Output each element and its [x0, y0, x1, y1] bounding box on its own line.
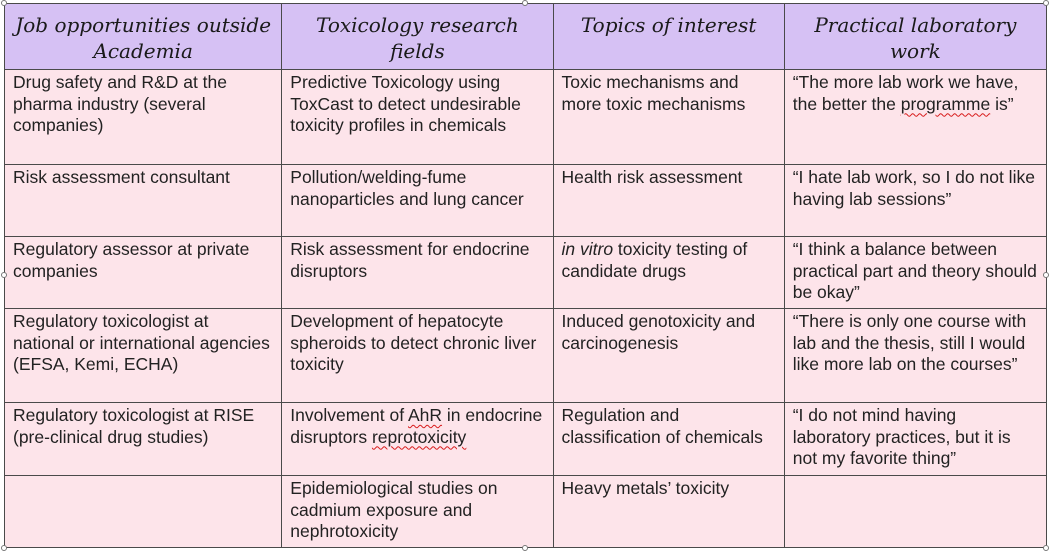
misspelled-word[interactable]: reprotoxicity: [371, 426, 467, 447]
resize-handle-middle-left[interactable]: [1, 272, 7, 278]
header-job-opportunities: Job opportunities outside Academia: [5, 4, 282, 70]
cell-lab: [784, 70, 1046, 165]
topic-italic-term: in vitro: [561, 239, 614, 259]
cell-field: Development of hepatocyte spheroids to detect chronic liver toxicity: [282, 309, 553, 403]
table-row: [5, 165, 1047, 237]
cell-topic: [553, 237, 784, 309]
table-row: [5, 237, 1047, 309]
cell-topic: Induced genotoxicity and carcinogenesis: [553, 309, 784, 403]
cell-lab: “I hate lab work, so I do not like having lab sessions”: [784, 165, 1046, 237]
cell-topic: Health risk assessment: [553, 165, 784, 237]
cell-lab: “I do not mind having laboratory practices, but it is not my favorite thing”: [784, 403, 1046, 476]
cell-lab: “There is only one course with lab and the thesis, still I would like more lab on the courses”: [784, 309, 1046, 403]
resize-handle-top-middle[interactable]: [522, 0, 528, 6]
topic-text: toxicity testing of candidate drugs: [561, 239, 748, 281]
table-row: [5, 309, 1047, 403]
misspelled-word[interactable]: AhR: [407, 405, 443, 425]
table-row: [5, 70, 1047, 165]
field-text-start: Involvement of: [290, 405, 408, 425]
cell-field: Pollution/welding-fume nanoparticles and lung cancer: [282, 165, 553, 237]
resize-handle-top-left[interactable]: [1, 0, 7, 6]
cell-lab: [784, 476, 1046, 548]
cell-job: [5, 476, 282, 548]
header-lab-work: Practical laboratory work: [784, 4, 1046, 70]
cell-field: Risk assessment for endocrine disruptors: [282, 237, 553, 309]
cell-field: [282, 403, 553, 476]
cell-field: Epidemiological studies on cadmium exposure and nephrotoxicity: [282, 476, 553, 548]
cell-topic: Regulation and classification of chemicals: [553, 403, 784, 476]
resize-handle-bottom-left[interactable]: [1, 545, 7, 551]
header-row: [5, 4, 1047, 70]
header-research-fields: Toxicology research fields: [282, 4, 553, 70]
misspelled-word[interactable]: programme: [900, 93, 991, 114]
table-row: [5, 476, 1047, 548]
resize-handle-middle-right[interactable]: [1043, 272, 1049, 278]
lab-text-end: is”: [990, 93, 1014, 114]
survey-table: [4, 3, 1047, 548]
resize-handle-bottom-right[interactable]: [1043, 545, 1049, 551]
resize-handle-bottom-middle[interactable]: [522, 545, 528, 551]
header-topics: Topics of interest: [553, 4, 784, 70]
resize-handle-top-right[interactable]: [1043, 0, 1049, 6]
cell-field: Predictive Toxicology using ToxCast to detect undesirable toxicity profiles in chemicals: [282, 70, 553, 165]
cell-job: Risk assessment consultant: [5, 165, 282, 237]
field-text-middle: in endocrine disruptors: [290, 405, 543, 447]
cell-lab: “I think a balance between practical part and theory should be okay”: [784, 237, 1046, 309]
cell-job: Regulatory toxicologist at national or international agencies (EFSA, Kemi, ECHA): [5, 309, 282, 403]
lab-text-start: “The more lab work we have, the better the: [792, 72, 1019, 114]
cell-topic: Toxic mechanisms and more toxic mechanisms: [553, 70, 784, 165]
cell-topic: Heavy metals’ toxicity: [553, 476, 784, 548]
cell-job: Regulatory toxicologist at RISE (pre-clinical drug studies): [5, 403, 282, 476]
cell-job: Drug safety and R&D at the pharma industry (several companies): [5, 70, 282, 165]
cell-job: Regulatory assessor at private companies: [5, 237, 282, 309]
table-row: [5, 403, 1047, 476]
